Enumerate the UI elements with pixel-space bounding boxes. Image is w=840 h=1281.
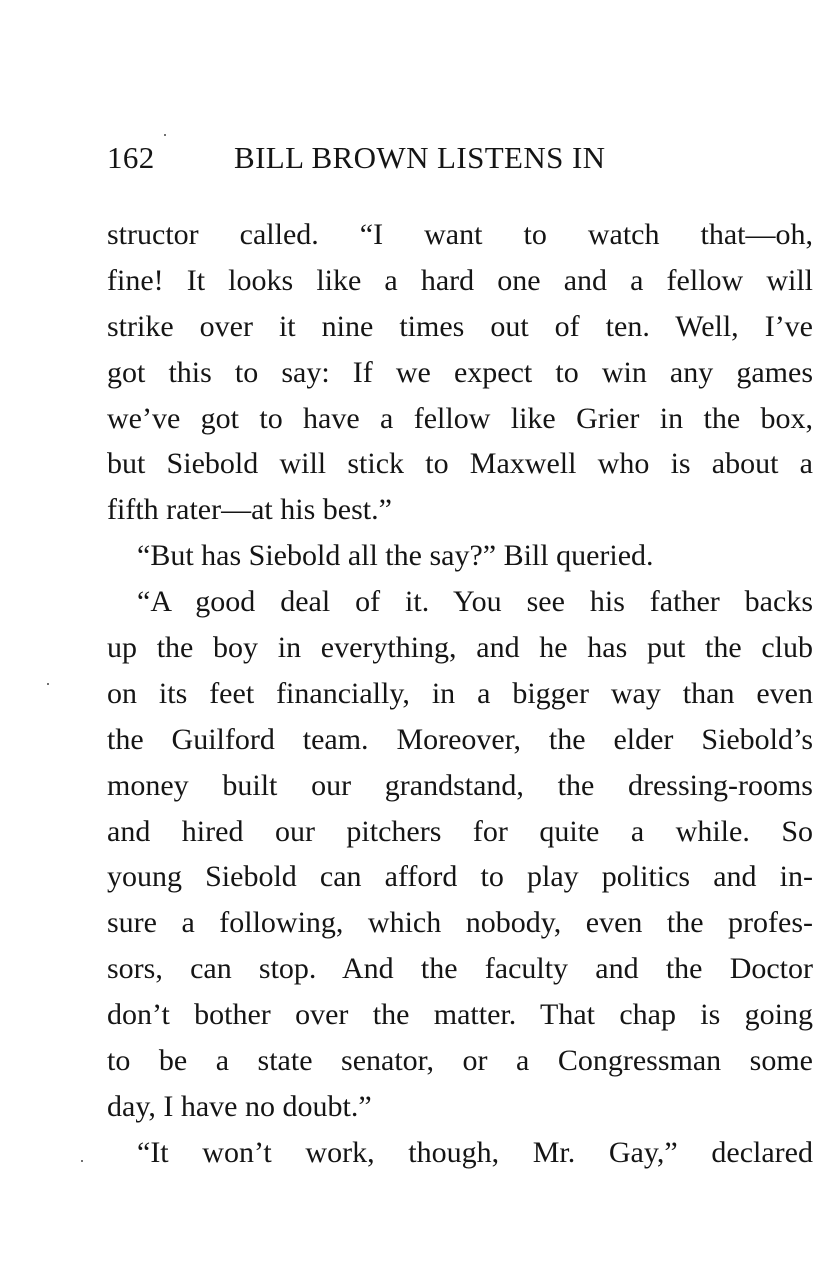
- text-line: don’t bother over the matter. That chap is going: [107, 998, 813, 1032]
- text-line: the Guilford team. Moreover, the elder Siebold’s: [107, 722, 813, 756]
- text-line: got this to say: If we expect to win any games: [107, 355, 813, 389]
- running-title: BILL BROWN LISTENS IN: [234, 140, 606, 175]
- scan-speck: [47, 683, 49, 685]
- paragraph-start-line: “It won’t work, though, Mr. Gay,” declared: [137, 1135, 813, 1169]
- page-number: 162: [107, 140, 155, 175]
- scan-speck: [164, 134, 166, 136]
- text-line: and hired our pitchers for quite a while. So: [107, 814, 813, 848]
- text-line: we’ve got to have a fellow like Grier in the box,: [107, 401, 813, 435]
- paragraph-start-line: “A good deal of it. You see his father backs: [137, 585, 813, 619]
- text-line: structor called. “I want to watch that—oh,: [107, 218, 813, 251]
- running-head: [107, 138, 677, 178]
- text-line: on its feet financially, in a bigger way than even: [107, 676, 813, 710]
- text-line: but Siebold will stick to Maxwell who is about a: [107, 447, 813, 481]
- text-line: sure a following, which nobody, even the profes-: [107, 906, 813, 940]
- body-text: [107, 212, 813, 1176]
- text-line: young Siebold can afford to play politics and in-: [107, 860, 813, 894]
- paragraph-start-line: “But has Siebold all the say?” Bill queried.: [137, 539, 654, 573]
- text-line: up the boy in everything, and he has put the club: [107, 631, 813, 665]
- scan-speck: [81, 1160, 83, 1162]
- text-line: strike over it nine times out of ten. Well, I’ve: [107, 309, 813, 343]
- text-line: to be a state senator, or a Congressman some: [107, 1044, 813, 1078]
- text-line: money built our grandstand, the dressing-rooms: [107, 768, 813, 802]
- text-line: day, I have no doubt.”: [107, 1089, 372, 1123]
- text-line: sors, can stop. And the faculty and the Doctor: [107, 952, 813, 986]
- text-line: fine! It looks like a hard one and a fellow will: [107, 263, 813, 297]
- text-line: fifth rater—at his best.”: [107, 493, 392, 527]
